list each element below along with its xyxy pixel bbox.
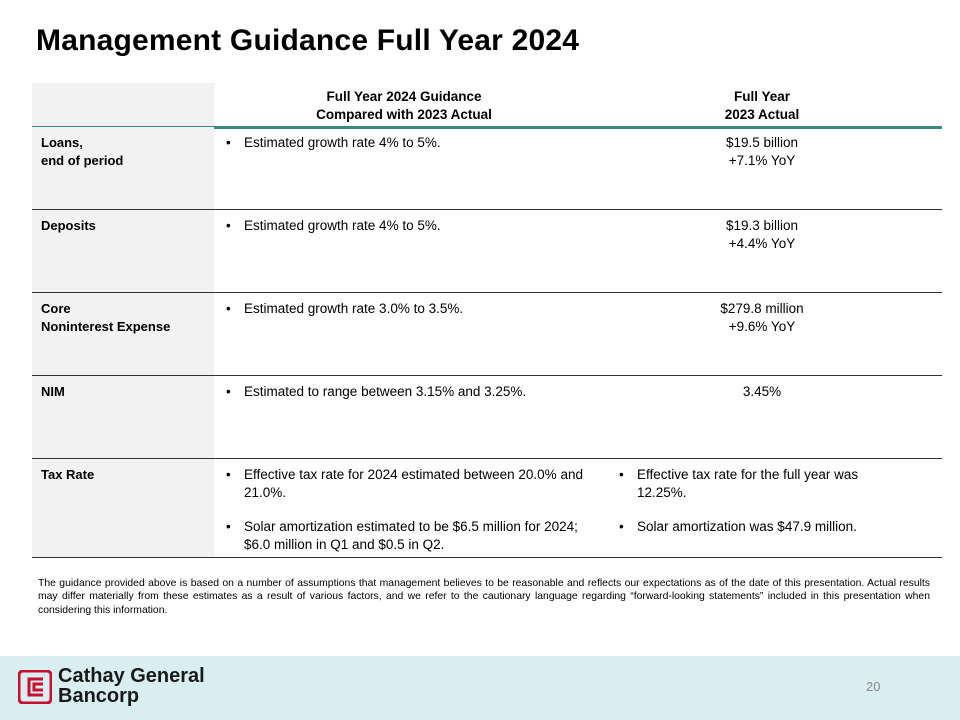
company-logo-text: Cathay General Bancorp	[58, 665, 205, 707]
row-label: Deposits	[32, 210, 214, 292]
page-title: Management Guidance Full Year 2024	[36, 24, 580, 57]
table-row-nim	[32, 376, 942, 459]
disclaimer-note: The guidance provided above is based on a number of assumptions that management believes to be reasonable and reflects our expectations as of the date of this presentation. Actual results may differ materially from these estimates as a result of various factors, and we refer to the cautionary language regarding “forward-looking statements” included in this presentation when considering this information.	[38, 578, 930, 616]
row-guidance: • Effective tax rate for 2024 estimated between 20.0% and 21.0%. • Solar amortization estimated to be $6.5 million for 2024; $6.0 million in Q1 and $0.5 in Q2.	[226, 467, 583, 552]
row-guidance: • Estimated growth rate 4% to 5%.	[226, 135, 441, 150]
row-actual: 3.45%	[742, 384, 782, 399]
table-header	[32, 83, 942, 127]
bullet-icon: •	[226, 384, 231, 399]
header-actual: Full Year 2023 Actual	[724, 89, 800, 122]
row-label: NIM	[32, 376, 214, 458]
row-actual: $19.3 billion +4.4% YoY	[725, 218, 799, 251]
row-guidance: • Estimated to range between 3.15% and 3.25%.	[226, 384, 527, 399]
bullet-icon: •	[619, 467, 624, 482]
guidance-table	[32, 83, 942, 558]
table-row-tax-rate	[32, 459, 942, 558]
bullet-icon: •	[619, 519, 624, 534]
bullet-icon: •	[226, 467, 231, 482]
row-label: Tax Rate	[32, 459, 214, 557]
table-row-core-expense	[32, 293, 942, 376]
row-actual: $279.8 million +9.6% YoY	[720, 301, 804, 334]
row-actual: $19.5 billion +7.1% YoY	[725, 135, 799, 168]
table-row-loans	[32, 127, 942, 210]
bullet-icon: •	[226, 218, 231, 233]
row-guidance: • Estimated growth rate 4% to 5%.	[226, 218, 441, 233]
page-number: 20	[866, 679, 881, 694]
row-guidance: • Estimated growth rate 3.0% to 3.5%.	[226, 301, 464, 316]
row-label: Core Noninterest Expense	[32, 293, 214, 375]
bullet-icon: •	[226, 301, 231, 316]
header-label-cell	[32, 83, 214, 127]
bullet-icon: •	[226, 519, 231, 534]
table-row-deposits	[32, 210, 942, 293]
row-actual: • Effective tax rate for the full year was 12.25%. • Solar amortization was $47.9 million.	[619, 467, 859, 534]
row-label: Loans, end of period	[32, 127, 214, 209]
header-guidance: Full Year 2024 Guidance Compared with 2023 Actual	[316, 89, 492, 122]
bullet-icon: •	[226, 135, 231, 150]
cathay-logo-icon	[18, 670, 52, 704]
